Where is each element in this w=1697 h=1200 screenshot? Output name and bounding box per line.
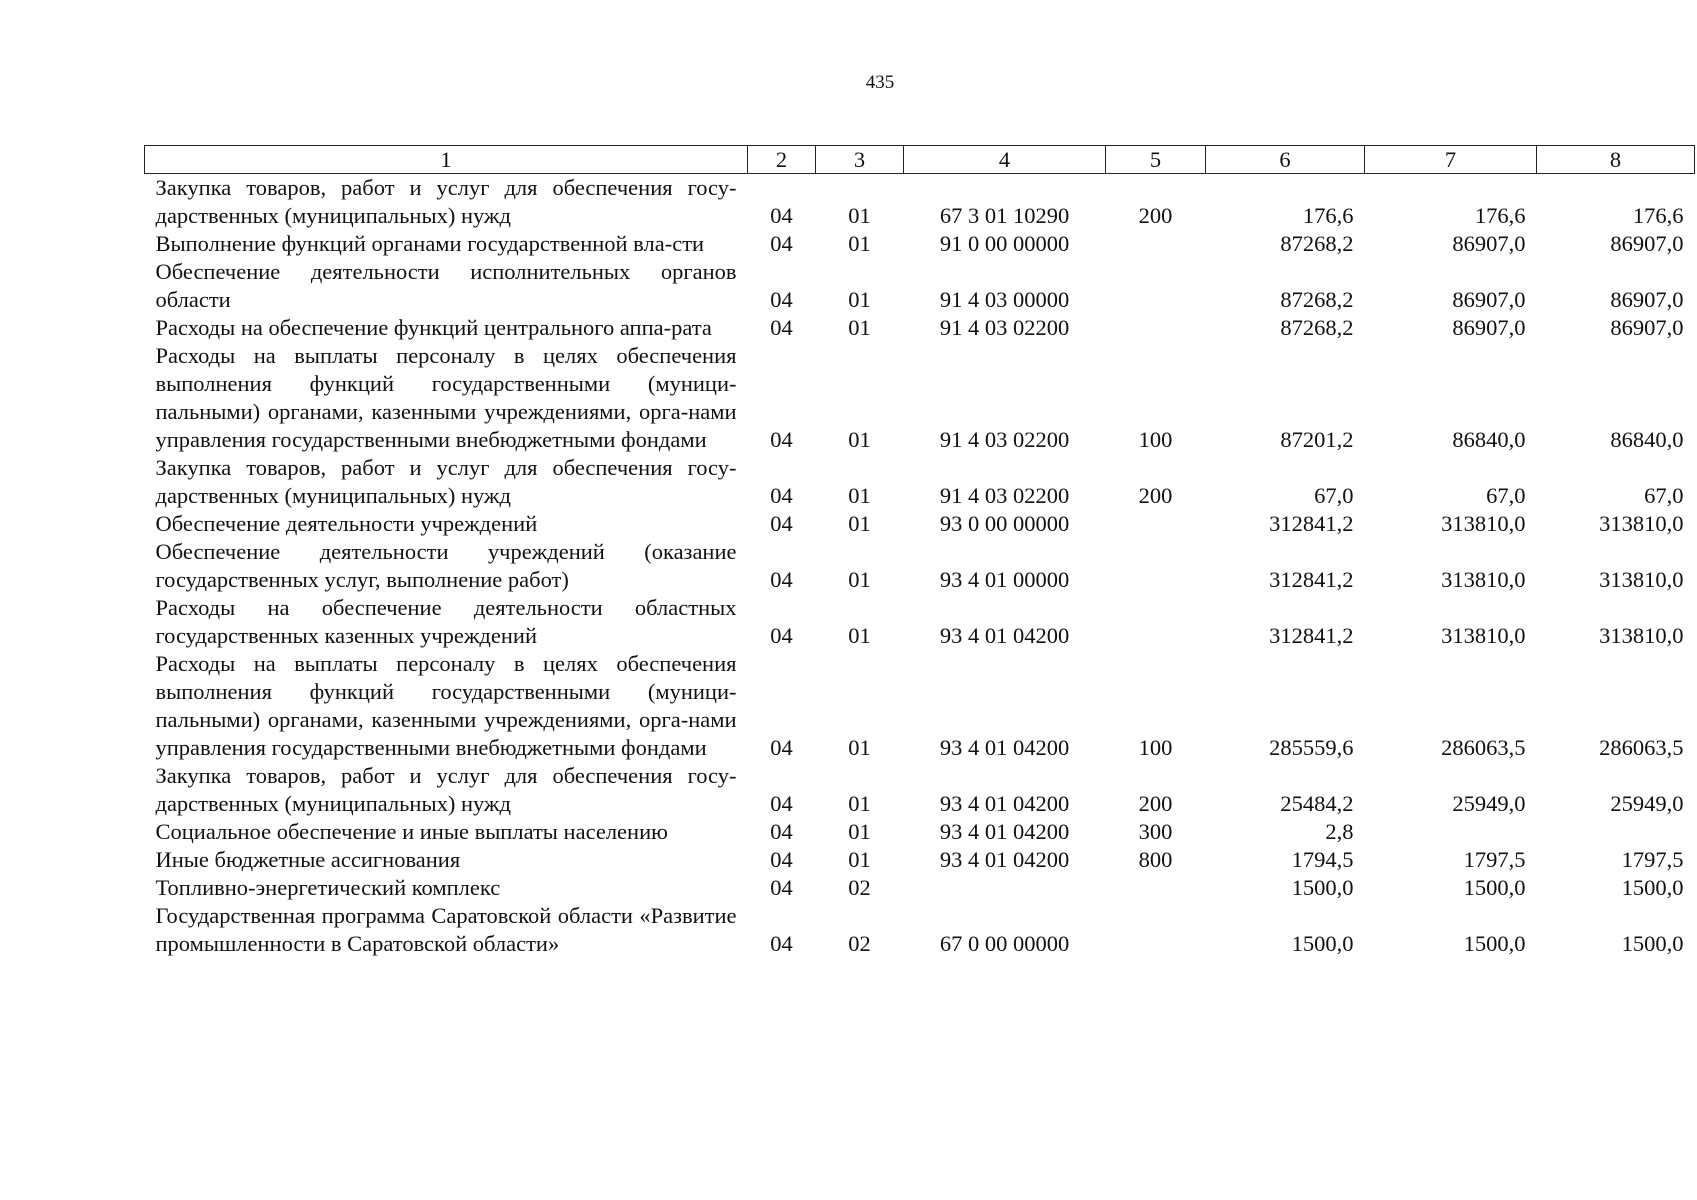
amount-col-7: 86840,0 bbox=[1452, 427, 1526, 452]
amount-col-6: 1500,0 bbox=[1291, 931, 1354, 956]
section-code: 04 bbox=[770, 847, 793, 872]
table-header-row bbox=[145, 146, 1695, 174]
target-article-code: 93 4 01 04200 bbox=[939, 847, 1070, 872]
expense-type-code bbox=[1106, 510, 1206, 538]
item-name: Расходы на выплаты персоналу в целях обеспечения выполнения функций государственными (муници-пальными) органами, казенными учреждениями, орга-нами управления государственными внебюджетными фондами bbox=[155, 651, 737, 760]
item-name: Топливно-энергетический комплекс bbox=[155, 875, 501, 900]
section-code: 04 bbox=[770, 427, 793, 452]
amount-col-7: 1500,0 bbox=[1463, 875, 1526, 900]
expense-type-code bbox=[1106, 594, 1206, 650]
item-name: Обеспечение деятельности учреждений (оказание государственных услуг, выполнение работ) bbox=[155, 539, 737, 592]
amount-col-8: 313810,0 bbox=[1599, 567, 1684, 592]
column-header-1: 1 bbox=[145, 146, 748, 174]
table-row bbox=[145, 454, 1695, 510]
amount-col-8 bbox=[1537, 818, 1695, 846]
table-row bbox=[145, 258, 1695, 314]
expense-type-code: 200 bbox=[1138, 203, 1173, 228]
amount-col-7: 1797,5 bbox=[1463, 847, 1526, 872]
amount-col-6: 87201,2 bbox=[1280, 427, 1354, 452]
budget-table bbox=[144, 145, 1695, 958]
item-name: Расходы на обеспечение деятельности областных государственных казенных учреждений bbox=[155, 595, 737, 648]
table-row bbox=[145, 538, 1695, 594]
table-row bbox=[145, 818, 1695, 846]
subsection-code: 01 bbox=[848, 623, 871, 648]
section-code: 04 bbox=[770, 791, 793, 816]
section-code: 04 bbox=[770, 875, 793, 900]
subsection-code: 01 bbox=[848, 511, 871, 536]
amount-col-8: 86907,0 bbox=[1610, 231, 1684, 256]
target-article-code bbox=[904, 874, 1106, 902]
column-header-4: 4 bbox=[904, 146, 1106, 174]
amount-col-8: 86907,0 bbox=[1610, 315, 1684, 340]
item-name: Закупка товаров, работ и услуг для обеспечения госу-дарственных (муниципальных) нужд bbox=[155, 175, 737, 228]
expense-type-code: 200 bbox=[1138, 791, 1173, 816]
table-row bbox=[145, 874, 1695, 902]
target-article-code: 91 4 03 02200 bbox=[939, 427, 1070, 452]
target-article-code: 93 4 01 04200 bbox=[939, 819, 1070, 844]
subsection-code: 01 bbox=[848, 427, 871, 452]
subsection-code: 01 bbox=[848, 735, 871, 760]
subsection-code: 01 bbox=[848, 791, 871, 816]
item-name: Социальное обеспечение и иные выплаты населению bbox=[155, 819, 668, 844]
amount-col-6: 87268,2 bbox=[1280, 315, 1354, 340]
amount-col-7: 86907,0 bbox=[1452, 287, 1526, 312]
amount-col-8: 176,6 bbox=[1632, 203, 1684, 228]
amount-col-8: 86840,0 bbox=[1610, 427, 1684, 452]
amount-col-7: 1500,0 bbox=[1463, 931, 1526, 956]
item-name: Выполнение функций органами государственной вла-сти bbox=[155, 231, 705, 256]
target-article-code: 93 4 01 04200 bbox=[939, 623, 1070, 648]
expense-type-code: 300 bbox=[1138, 819, 1173, 844]
expense-type-code bbox=[1106, 902, 1206, 958]
table-row bbox=[145, 902, 1695, 958]
table-row bbox=[145, 846, 1695, 874]
amount-col-8: 1500,0 bbox=[1621, 931, 1684, 956]
amount-col-7: 313810,0 bbox=[1441, 623, 1526, 648]
item-name: Иные бюджетные ассигнования bbox=[155, 847, 461, 872]
target-article-code: 93 4 01 00000 bbox=[939, 567, 1070, 592]
section-code: 04 bbox=[770, 287, 793, 312]
section-code: 04 bbox=[770, 511, 793, 536]
expense-type-code: 200 bbox=[1138, 483, 1173, 508]
amount-col-6: 87268,2 bbox=[1280, 287, 1354, 312]
amount-col-8: 1797,5 bbox=[1621, 847, 1684, 872]
amount-col-8: 286063,5 bbox=[1599, 735, 1684, 760]
item-name: Закупка товаров, работ и услуг для обеспечения госу-дарственных (муниципальных) нужд bbox=[155, 455, 737, 508]
column-header-3: 3 bbox=[816, 146, 904, 174]
table-row bbox=[145, 342, 1695, 454]
target-article-code: 91 4 03 02200 bbox=[939, 315, 1070, 340]
amount-col-6: 285559,6 bbox=[1269, 735, 1354, 760]
section-code: 04 bbox=[770, 623, 793, 648]
item-name: Закупка товаров, работ и услуг для обеспечения госу-дарственных (муниципальных) нужд bbox=[155, 763, 737, 816]
column-header-7: 7 bbox=[1365, 146, 1537, 174]
amount-col-6: 87268,2 bbox=[1280, 231, 1354, 256]
target-article-code: 67 3 01 10290 bbox=[939, 203, 1070, 228]
page-number: 435 bbox=[865, 72, 895, 93]
table-row bbox=[145, 174, 1695, 231]
section-code: 04 bbox=[770, 483, 793, 508]
section-code: 04 bbox=[770, 931, 793, 956]
table-body bbox=[145, 174, 1695, 959]
subsection-code: 01 bbox=[848, 231, 871, 256]
amount-col-8: 313810,0 bbox=[1599, 623, 1684, 648]
subsection-code: 01 bbox=[848, 483, 871, 508]
item-name: Обеспечение деятельности исполнительных органов области bbox=[155, 259, 737, 312]
section-code: 04 bbox=[770, 231, 793, 256]
amount-col-6: 312841,2 bbox=[1269, 623, 1354, 648]
subsection-code: 01 bbox=[848, 819, 871, 844]
column-header-8: 8 bbox=[1537, 146, 1695, 174]
table-row bbox=[145, 594, 1695, 650]
item-name: Государственная программа Саратовской области «Развитие промышленности в Саратовской области» bbox=[155, 903, 737, 956]
item-name: Обеспечение деятельности учреждений bbox=[155, 511, 538, 536]
amount-col-8: 313810,0 bbox=[1599, 511, 1684, 536]
target-article-code: 93 4 01 04200 bbox=[939, 735, 1070, 760]
item-name: Расходы на выплаты персоналу в целях обеспечения выполнения функций государственными (муници-пальными) органами, казенными учреждениями, орга-нами управления государственными внебюджетными фондами bbox=[155, 343, 737, 452]
table-row bbox=[145, 762, 1695, 818]
amount-col-8: 25949,0 bbox=[1610, 791, 1684, 816]
table-row bbox=[145, 510, 1695, 538]
amount-col-8: 1500,0 bbox=[1621, 875, 1684, 900]
amount-col-6: 1794,5 bbox=[1291, 847, 1354, 872]
expense-type-code: 100 bbox=[1138, 735, 1173, 760]
amount-col-7: 25949,0 bbox=[1452, 791, 1526, 816]
amount-col-7: 313810,0 bbox=[1441, 511, 1526, 536]
target-article-code: 93 4 01 04200 bbox=[939, 791, 1070, 816]
subsection-code: 01 bbox=[848, 847, 871, 872]
subsection-code: 01 bbox=[848, 567, 871, 592]
column-header-6: 6 bbox=[1206, 146, 1365, 174]
expense-type-code bbox=[1106, 258, 1206, 314]
amount-col-7: 86907,0 bbox=[1452, 315, 1526, 340]
subsection-code: 01 bbox=[848, 287, 871, 312]
subsection-code: 01 bbox=[848, 315, 871, 340]
target-article-code: 93 0 00 00000 bbox=[939, 511, 1070, 536]
section-code: 04 bbox=[770, 315, 793, 340]
amount-col-8: 67,0 bbox=[1644, 483, 1684, 508]
subsection-code: 01 bbox=[848, 203, 871, 228]
target-article-code: 91 0 00 00000 bbox=[939, 231, 1070, 256]
expense-type-code bbox=[1106, 874, 1206, 902]
section-code: 04 bbox=[770, 819, 793, 844]
amount-col-6: 312841,2 bbox=[1269, 511, 1354, 536]
section-code: 04 bbox=[770, 567, 793, 592]
expense-type-code bbox=[1106, 538, 1206, 594]
table-row bbox=[145, 650, 1695, 762]
amount-col-7 bbox=[1365, 818, 1537, 846]
amount-col-6: 67,0 bbox=[1314, 483, 1354, 508]
amount-col-6: 1500,0 bbox=[1291, 875, 1354, 900]
expense-type-code: 800 bbox=[1138, 847, 1173, 872]
item-name: Расходы на обеспечение функций центрального аппа-рата bbox=[155, 315, 712, 340]
amount-col-6: 2,8 bbox=[1325, 819, 1354, 844]
amount-col-8: 86907,0 bbox=[1610, 287, 1684, 312]
amount-col-7: 67,0 bbox=[1486, 483, 1526, 508]
target-article-code: 91 4 03 00000 bbox=[939, 287, 1070, 312]
expense-type-code bbox=[1106, 230, 1206, 258]
section-code: 04 bbox=[770, 203, 793, 228]
expense-type-code: 100 bbox=[1138, 427, 1173, 452]
subsection-code: 02 bbox=[848, 875, 871, 900]
section-code: 04 bbox=[770, 735, 793, 760]
column-header-5: 5 bbox=[1106, 146, 1206, 174]
amount-col-6: 312841,2 bbox=[1269, 567, 1354, 592]
table-row bbox=[145, 230, 1695, 258]
amount-col-6: 25484,2 bbox=[1280, 791, 1354, 816]
amount-col-7: 313810,0 bbox=[1441, 567, 1526, 592]
subsection-code: 02 bbox=[848, 931, 871, 956]
target-article-code: 67 0 00 00000 bbox=[939, 931, 1070, 956]
column-header-2: 2 bbox=[748, 146, 816, 174]
expense-type-code bbox=[1106, 314, 1206, 342]
amount-col-6: 176,6 bbox=[1302, 203, 1354, 228]
amount-col-7: 176,6 bbox=[1474, 203, 1526, 228]
amount-col-7: 286063,5 bbox=[1441, 735, 1526, 760]
table-row bbox=[145, 314, 1695, 342]
amount-col-7: 86907,0 bbox=[1452, 231, 1526, 256]
target-article-code: 91 4 03 02200 bbox=[939, 483, 1070, 508]
